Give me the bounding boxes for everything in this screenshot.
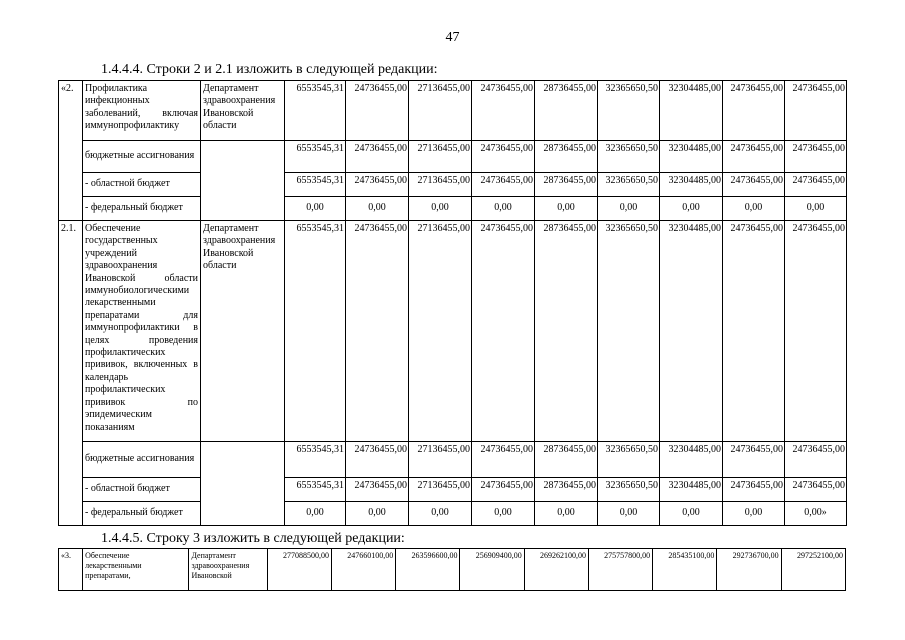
row-label: бюджетные ассигнования: [83, 442, 201, 478]
value-cell: 27136455,00: [409, 81, 472, 141]
value-cell: 24736455,00: [346, 141, 409, 173]
row-label: бюджетные ассигнования: [83, 141, 201, 173]
row-label: - областной бюджет: [83, 478, 201, 502]
value-cell: 27136455,00: [409, 173, 472, 197]
row-label: - федеральный бюджет: [83, 502, 201, 526]
value-cell: 24736455,00: [785, 141, 847, 173]
value-cell: 24736455,00: [723, 221, 785, 442]
table-row-2-1: [59, 221, 847, 442]
value-cell: 24736455,00: [346, 81, 409, 141]
value-cell: 24736455,00: [785, 221, 847, 442]
value-cell: 0,00: [346, 502, 409, 526]
row-label: - федеральный бюджет: [83, 197, 201, 221]
table-row-2-1-budget: [59, 442, 847, 478]
value-cell: 6553545,31: [285, 173, 346, 197]
value-cell: 24736455,00: [723, 81, 785, 141]
value-cell: 275757800,00: [588, 549, 652, 591]
value-cell: 24736455,00: [472, 442, 535, 478]
value-cell: 0,00: [472, 502, 535, 526]
value-cell: 0,00: [472, 197, 535, 221]
row-label: - областной бюджет: [83, 173, 201, 197]
value-cell: 0,00: [660, 502, 723, 526]
value-cell: 0,00: [723, 197, 785, 221]
value-cell: 32365650,50: [598, 478, 660, 502]
expenditure-table-rows-2-and-2-1: [58, 80, 847, 526]
value-cell: 247660100,00: [332, 549, 396, 591]
value-cell: 277088500,00: [267, 549, 331, 591]
table-row-2: [59, 81, 847, 141]
value-cell: 24736455,00: [346, 221, 409, 442]
value-cell: 32365650,50: [598, 221, 660, 442]
value-cell: 0,00: [285, 197, 346, 221]
value-cell: 24736455,00: [346, 442, 409, 478]
value-cell: 0,00: [346, 197, 409, 221]
value-cell: 6553545,31: [285, 81, 346, 141]
value-cell: 24736455,00: [472, 478, 535, 502]
value-cell: 32365650,50: [598, 173, 660, 197]
row-department: Департамент здравоохранения Ивановской области: [201, 221, 285, 442]
value-cell: 24736455,00: [723, 173, 785, 197]
value-cell: 297252100,00: [781, 549, 845, 591]
table-row-2-1-federal: [59, 502, 847, 526]
value-cell: 27136455,00: [409, 141, 472, 173]
value-cell: 263596600,00: [396, 549, 460, 591]
value-cell: 27136455,00: [409, 442, 472, 478]
table-row-3: [59, 549, 846, 591]
value-cell: 24736455,00: [346, 478, 409, 502]
value-cell: 6553545,31: [285, 141, 346, 173]
value-cell: 0,00: [285, 502, 346, 526]
value-cell: 0,00: [535, 197, 598, 221]
row-name: Обеспечение лекарственными препаратами,: [83, 549, 189, 591]
row-number: «3.: [59, 549, 83, 591]
value-cell: 24736455,00: [472, 81, 535, 141]
value-cell: 28736455,00: [535, 442, 598, 478]
value-cell: 28736455,00: [535, 141, 598, 173]
value-cell: 24736455,00: [723, 478, 785, 502]
value-cell: 32304485,00: [660, 221, 723, 442]
value-cell: 32365650,50: [598, 81, 660, 141]
value-cell: 0,00: [535, 502, 598, 526]
value-cell: 6553545,31: [285, 221, 346, 442]
value-cell: 285435100,00: [653, 549, 717, 591]
value-cell: 0,00: [409, 197, 472, 221]
value-cell: 0,00: [660, 197, 723, 221]
value-cell: 0,00: [409, 502, 472, 526]
value-cell: 24736455,00: [472, 173, 535, 197]
value-cell: 0,00»: [785, 502, 847, 526]
value-cell: 32304485,00: [660, 81, 723, 141]
value-cell: 0,00: [598, 197, 660, 221]
value-cell: 32365650,50: [598, 442, 660, 478]
table-row-2-regional: [59, 173, 847, 197]
value-cell: 28736455,00: [535, 81, 598, 141]
section-title-1-4-4-5: 1.4.4.5. Строку 3 изложить в следующей редакции:: [101, 531, 405, 546]
row-name: Профилактика инфекционных заболеваний, включая иммунопрофилактику: [83, 81, 201, 141]
table-row-2-federal: [59, 197, 847, 221]
table-row-2-budget: [59, 141, 847, 173]
value-cell: 24736455,00: [472, 141, 535, 173]
value-cell: 28736455,00: [535, 478, 598, 502]
value-cell: 24736455,00: [785, 173, 847, 197]
value-cell: 27136455,00: [409, 478, 472, 502]
row-department: Департамент здравоохранения Ивановской области: [201, 81, 285, 141]
row-number: «2.: [59, 81, 83, 221]
section-title-1-4-4-4: 1.4.4.4. Строки 2 и 2.1 изложить в следующей редакции:: [101, 62, 438, 77]
value-cell: 28736455,00: [535, 173, 598, 197]
value-cell: 256909400,00: [460, 549, 524, 591]
empty-department-cell: [201, 141, 285, 221]
value-cell: 0,00: [785, 197, 847, 221]
value-cell: 0,00: [723, 502, 785, 526]
value-cell: 27136455,00: [409, 221, 472, 442]
value-cell: 24736455,00: [785, 442, 847, 478]
page-number: 47: [445, 30, 460, 45]
value-cell: 6553545,31: [285, 442, 346, 478]
value-cell: 32304485,00: [660, 478, 723, 502]
value-cell: 32304485,00: [660, 442, 723, 478]
value-cell: 24736455,00: [723, 442, 785, 478]
value-cell: 24736455,00: [785, 478, 847, 502]
expenditure-table-row-3: [58, 548, 846, 591]
value-cell: 24736455,00: [346, 173, 409, 197]
value-cell: 28736455,00: [535, 221, 598, 442]
row-number: 2.1.: [59, 221, 83, 526]
value-cell: 24736455,00: [723, 141, 785, 173]
value-cell: 269262100,00: [524, 549, 588, 591]
row-department: Департамент здравоохранения Ивановской: [189, 549, 267, 591]
value-cell: 292736700,00: [717, 549, 781, 591]
value-cell: 24736455,00: [472, 221, 535, 442]
value-cell: 24736455,00: [785, 81, 847, 141]
value-cell: 0,00: [598, 502, 660, 526]
row-name: Обеспечение государственных учреждений здравоохранения Ивановской области иммунобиологическими лекарственными препаратами для иммунопрофилактики в целях проведения профилактических прививок, включенных в календарь профилактических прививок по эпидемическим показаниям: [83, 221, 201, 442]
table-row-2-1-regional: [59, 478, 847, 502]
value-cell: 32304485,00: [660, 141, 723, 173]
value-cell: 6553545,31: [285, 478, 346, 502]
value-cell: 32365650,50: [598, 141, 660, 173]
empty-department-cell: [201, 442, 285, 526]
value-cell: 32304485,00: [660, 173, 723, 197]
